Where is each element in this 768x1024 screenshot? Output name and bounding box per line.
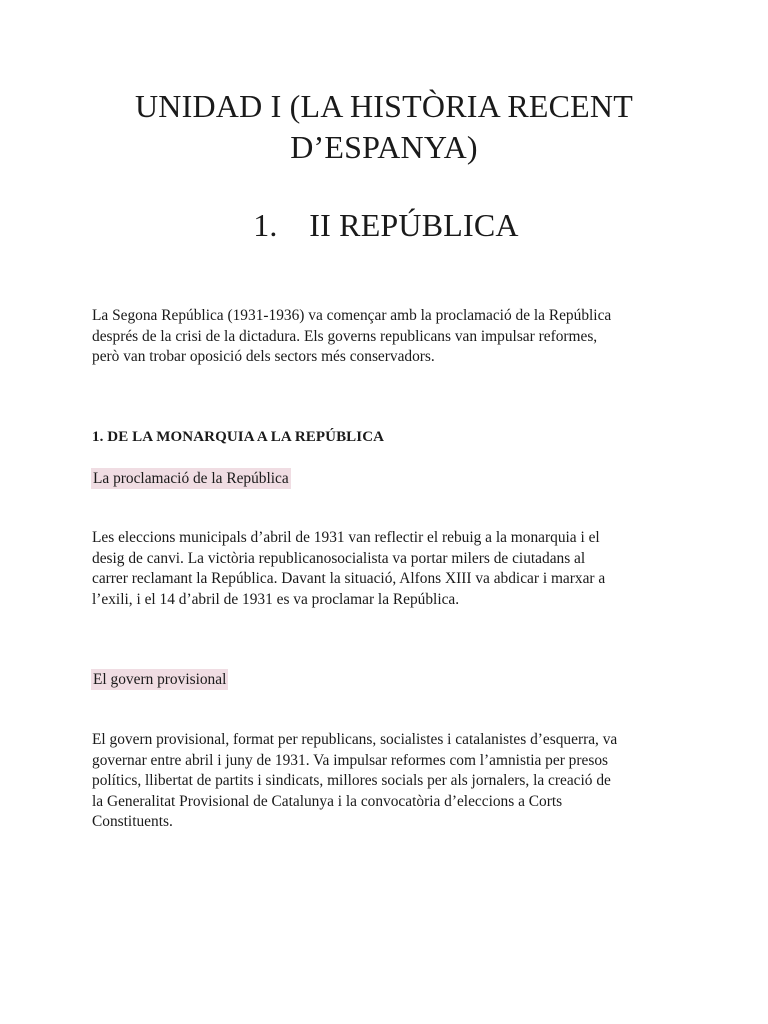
- paragraph-line: Constituents.: [92, 813, 173, 830]
- provisional-government-paragraph: [92, 730, 692, 833]
- paragraph-line: desig de canvi. La victòria republicanosocialista va portar milers de ciutadans al: [92, 549, 586, 567]
- paragraph-line: Les eleccions municipals d’abril de 1931 van reflectir el rebuig a la monarquia i el: [92, 529, 600, 546]
- proclamation-paragraph: [92, 528, 692, 610]
- paragraph-line: El govern provisional, format per republicans, socialistes i catalanistes d’esquerra, va: [92, 731, 618, 748]
- paragraph-line: La Segona República (1931-1936) va començar amb la proclamació de la República: [92, 307, 612, 324]
- paragraph-line: governar entre abril i juny de 1931. Va impulsar reformes com l’amnistia per presos: [92, 751, 609, 769]
- intro-paragraph: [92, 306, 692, 368]
- paragraph-line: l’exili, i el 14 d’abril de 1931 es va proclamar la República.: [92, 590, 460, 608]
- paragraph-line: la Generalitat Provisional de Catalunya i la convocatòria d’eleccions a Corts: [92, 792, 563, 810]
- document-title: UNIDAD I (LA HISTÒRIA RECENT D’ESPANYA): [134, 88, 633, 165]
- section-heading: [0, 203, 768, 247]
- subsection-heading: 1. DE LA MONARQUIA A LA REPÚBLICA: [92, 429, 385, 445]
- paragraph-line: però van trobar oposició dels sectors més conservadors.: [92, 348, 435, 365]
- paragraph-line: després de la crisi de la dictadura. Els governs republicans van impulsar reformes,: [92, 327, 598, 345]
- section-number: 1.: [253, 207, 278, 243]
- highlighted-label-proclamation: La proclamació de la República: [93, 470, 289, 487]
- paragraph-line: polítics, llibertat de partits i sindicats, millores socials per als jornalers, la creació de: [92, 772, 611, 789]
- paragraph-line: carrer reclamant la República. Davant la situació, Alfons XIII va abdicar i marxar a: [92, 570, 606, 587]
- highlighted-label-provisional-government: El govern provisional: [93, 671, 227, 688]
- section-title: II REPÚBLICA: [309, 207, 519, 243]
